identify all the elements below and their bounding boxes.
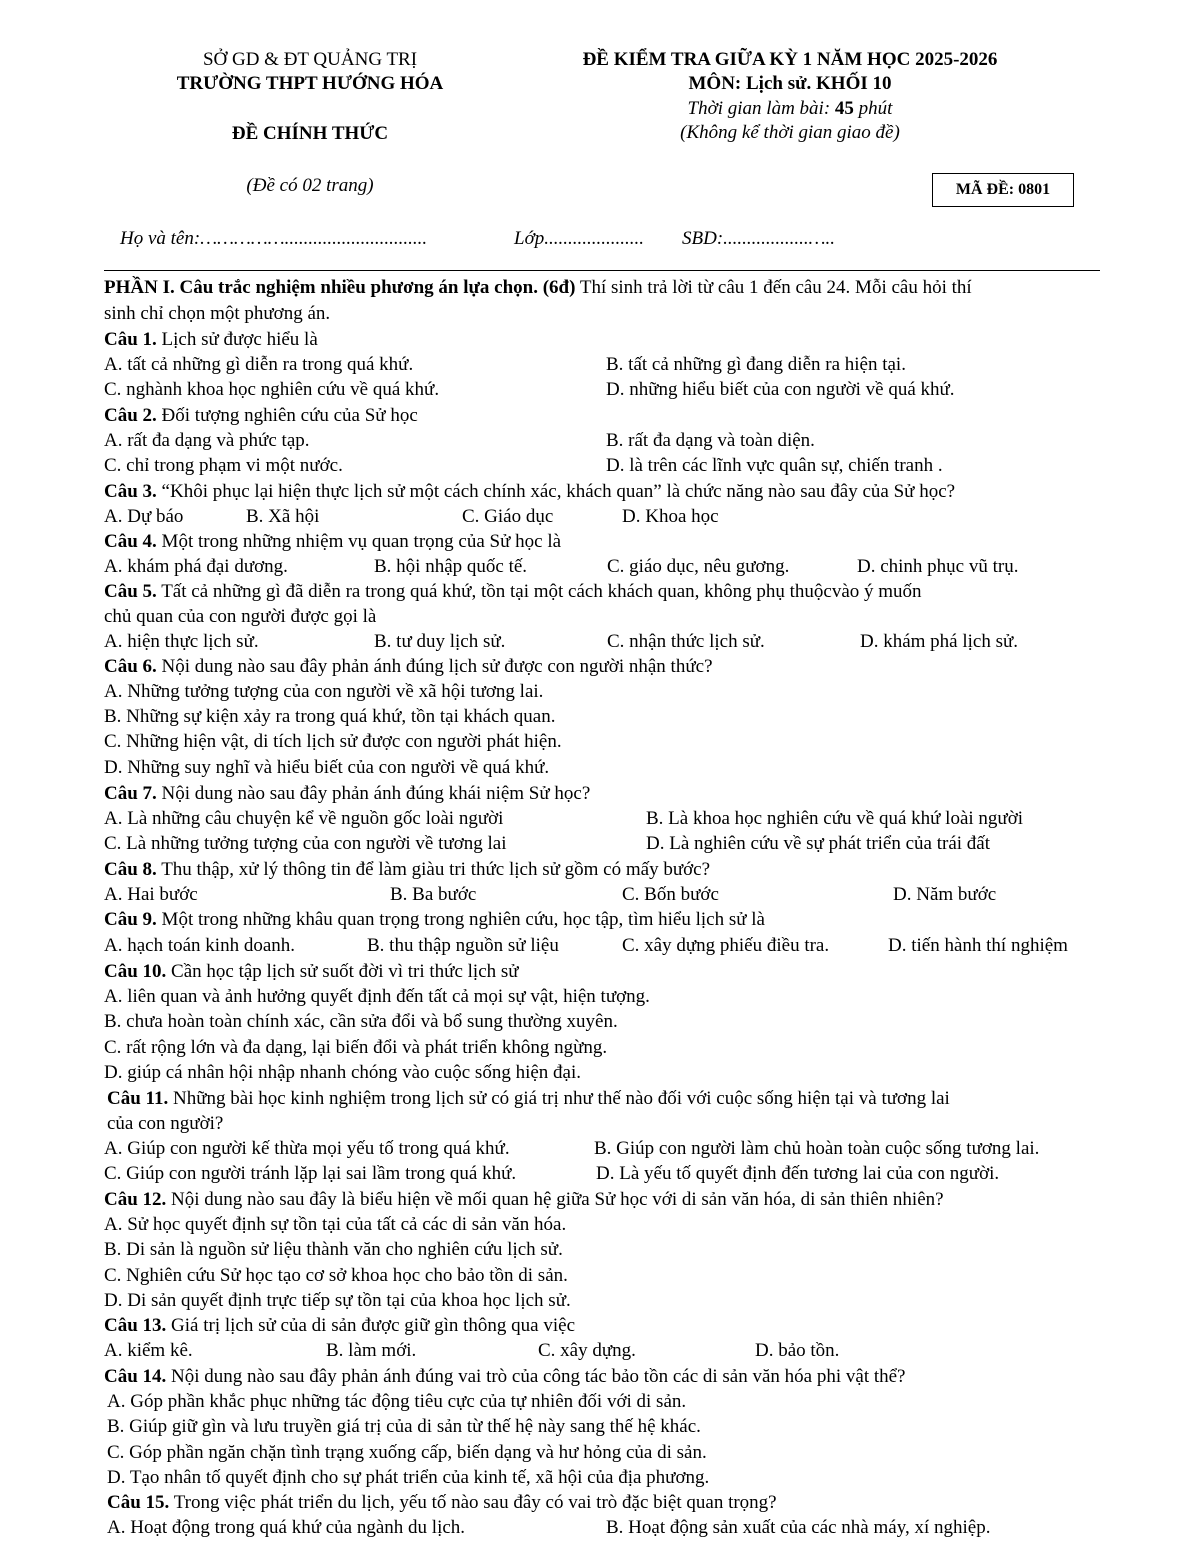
question-text: Nội dung nào sau đây phản ánh đúng lịch sử được con người nhận thức?: [156, 656, 713, 677]
q7-option-a: A. Là những câu chuyện kể về nguồn gốc loài người: [104, 808, 504, 829]
question-text: Nội dung nào sau đây phản ánh đúng vai trò của công tác bảo tồn các di sản văn hóa phi vật thể?: [166, 1366, 906, 1387]
q10-option-c: C. rất rộng lớn và đa dạng, lại biến đổi và phát triển không ngừng.: [104, 1037, 608, 1058]
question-number: Câu 8.: [104, 859, 157, 880]
question-4: [104, 530, 561, 554]
question-text: Tất cả những gì đã diễn ra trong quá khứ, tồn tại một cách khách quan, không phụ thuộcvào ý muốn: [156, 581, 922, 602]
question-number: Câu 15.: [107, 1492, 170, 1513]
time-value: 45: [834, 98, 854, 119]
question-number: Câu 4.: [104, 531, 157, 552]
question-10: [104, 960, 519, 984]
question-7: [104, 782, 590, 806]
question-text: Giá trị lịch sử của di sản được giữ gìn thông qua việc: [166, 1315, 576, 1336]
subject-line: MÔN: Lịch sử. KHỐI 10: [688, 73, 892, 94]
q11-option-c: C. Giúp con người tránh lặp lại sai lầm trong quá khứ.: [104, 1163, 517, 1184]
question-13: [104, 1314, 575, 1338]
question-text: Một trong những nhiệm vụ quan trọng của Sử học là: [156, 531, 562, 552]
q12-option-a: A. Sử học quyết định sự tồn tại của tất cả các di sản văn hóa.: [104, 1214, 567, 1235]
part1-instructions: Thí sinh trả lời từ câu 1 đến câu 24. Mỗi câu hỏi thí: [575, 277, 972, 298]
question-text: “Khôi phục lại hiện thực lịch sử một cách chính xác, khách quan” là chức năng nào sau đây của Sử học?: [156, 481, 956, 502]
q3-option-a: A. Dự báo: [104, 506, 184, 527]
q5-option-c: C. nhận thức lịch sử.: [607, 631, 765, 652]
q10-option-b: B. chưa hoàn toàn chính xác, cần sửa đổi và bổ sung thường xuyên.: [104, 1011, 618, 1032]
q7-option-d: D. Là nghiên cứu về sự phát triển của trái đất: [646, 833, 991, 854]
question-number: Câu 14.: [104, 1366, 167, 1387]
question-text: Những bài học kinh nghiệm trong lịch sử có giá trị như thế nào đối với cuộc sống hiện tại và tương lai: [168, 1088, 950, 1109]
q14-option-d: D. Tạo nhân tố quyết định cho sự phát triển của kinh tế, xã hội của địa phương.: [107, 1467, 710, 1488]
time-suffix: phút: [853, 98, 893, 119]
school-name: TRƯỜNG THPT HƯỚNG HÓA: [176, 73, 444, 94]
q10-option-a: A. liên quan và ảnh hưởng quyết định đến tất cả mọi sự vật, hiện tượng.: [104, 986, 650, 1007]
q4-option-d: D. chinh phục vũ trụ.: [857, 556, 1019, 577]
q8-option-b: B. Ba bước: [390, 884, 477, 905]
question-6: [104, 655, 713, 679]
q13-option-c: C. xây dựng.: [538, 1340, 636, 1361]
student-name-field: Họ và tên:……………..............................: [120, 228, 428, 249]
q5-option-d: D. khám phá lịch sử.: [860, 631, 1019, 652]
exam-title: ĐỀ KIỂM TRA GIỮA KỲ 1 NĂM HỌC 2025-2026: [582, 49, 998, 70]
q6-option-b: B. Những sự kiện xảy ra trong quá khứ, tồn tại khách quan.: [104, 706, 556, 727]
question-number: Câu 1.: [104, 329, 157, 350]
q1-option-a: A. tất cả những gì diễn ra trong quá khứ.: [104, 354, 414, 375]
question-number: Câu 13.: [104, 1315, 167, 1336]
q6-option-d: D. Những suy nghĩ và hiểu biết của con người về quá khứ.: [104, 757, 550, 778]
q11-option-a: A. Giúp con người kế thừa mọi yếu tố trong quá khứ.: [104, 1138, 510, 1159]
q4-option-b: B. hội nhập quốc tế.: [374, 556, 528, 577]
q8-option-d: D. Năm bước: [893, 884, 997, 905]
question-number: Câu 6.: [104, 656, 157, 677]
q5-option-b: B. tư duy lịch sử.: [374, 631, 506, 652]
q3-option-b: B. Xã hội: [246, 506, 320, 527]
official-label: ĐỀ CHÍNH THỨC: [231, 123, 389, 144]
question-text: Nội dung nào sau đây phản ánh đúng khái niệm Sử học?: [156, 783, 591, 804]
student-sbd-field: SBD:..................…..: [682, 228, 836, 249]
question-text: Trong việc phát triển du lịch, yếu tố nào sau đây có vai trò đặc biệt quan trọng?: [169, 1492, 777, 1513]
q2-option-b: B. rất đa dạng và toàn diện.: [606, 430, 815, 451]
q11-option-b: B. Giúp con người làm chủ hoàn toàn cuộc sống tương lai.: [594, 1138, 1040, 1159]
question-text: Lịch sử được hiểu là: [156, 329, 318, 350]
q14-option-c: C. Góp phần ngăn chặn tình trạng xuống cấp, biến dạng và hư hỏng của di sản.: [107, 1442, 707, 1463]
time-prefix: Thời gian làm bài:: [687, 98, 835, 119]
question-11: [107, 1087, 950, 1111]
page-count: (Đề có 02 trang): [246, 175, 374, 196]
part1-instructions-cont: sinh chỉ chọn một phương án.: [104, 303, 331, 324]
q3-option-d: D. Khoa học: [622, 506, 719, 527]
dept-name: SỞ GD & ĐT QUẢNG TRỊ: [202, 49, 418, 70]
question-number: Câu 12.: [104, 1189, 167, 1210]
q13-option-a: A. kiểm kê.: [104, 1340, 193, 1361]
question-12: [104, 1188, 944, 1212]
question-8: [104, 858, 710, 882]
part1-title: PHẦN I. Câu trắc nghiệm nhiều phương án lựa chọn. (6đ): [104, 277, 576, 298]
exam-code-box: MÃ ĐỀ: 0801: [932, 173, 1074, 207]
q15-option-b: B. Hoạt động sản xuất của các nhà máy, xí nghiệp.: [606, 1517, 991, 1538]
question-5-cont: chủ quan của con người được gọi là: [104, 606, 377, 627]
question-9: [104, 908, 765, 932]
student-class-field: Lớp.....................: [514, 228, 644, 249]
q14-option-a: A. Góp phần khắc phục những tác động tiêu cực của tự nhiên đối với di sản.: [107, 1391, 687, 1412]
q6-option-c: C. Những hiện vật, di tích lịch sử được con người phát hiện.: [104, 731, 562, 752]
q4-option-c: C. giáo dục, nêu gương.: [607, 556, 790, 577]
q7-option-c: C. Là những tưởng tượng của con người về tương lai: [104, 833, 507, 854]
question-number: Câu 7.: [104, 783, 157, 804]
q6-option-a: A. Những tưởng tượng của con người về xã hội tương lai.: [104, 681, 544, 702]
q11-option-d: D. Là yếu tố quyết định đến tương lai của con người.: [596, 1163, 1000, 1184]
q9-option-c: C. xây dựng phiếu điều tra.: [622, 935, 830, 956]
header-divider: [104, 270, 1100, 271]
q9-option-b: B. thu thập nguồn sử liệu: [367, 935, 559, 956]
question-number: Câu 3.: [104, 481, 157, 502]
question-15: [107, 1491, 777, 1515]
q12-option-d: D. Di sản quyết định trực tiếp sự tồn tại của khoa học lịch sử.: [104, 1290, 571, 1311]
question-2: [104, 404, 418, 428]
q14-option-b: B. Giúp giữ gìn và lưu truyền giá trị của di sản từ thế hệ này sang thế hệ khác.: [107, 1416, 701, 1437]
question-text: Nội dung nào sau đây là biểu hiện về mối quan hệ giữa Sử học với di sản văn hóa, di sản thiên nhiên?: [166, 1189, 944, 1210]
q1-option-c: C. nghành khoa học nghiên cứu về quá khứ.: [104, 379, 440, 400]
q5-option-a: A. hiện thực lịch sử.: [104, 631, 259, 652]
time-note: (Không kể thời gian giao đề): [680, 122, 900, 143]
q2-option-d: D. là trên các lĩnh vực quân sự, chiến tranh .: [606, 455, 943, 476]
question-1: [104, 328, 318, 352]
question-number: Câu 5.: [104, 581, 157, 602]
q9-option-a: A. hạch toán kinh doanh.: [104, 935, 296, 956]
q13-option-d: D. bảo tồn.: [755, 1340, 840, 1361]
question-number: Câu 10.: [104, 961, 167, 982]
question-3: [104, 480, 955, 504]
q15-option-a: A. Hoạt động trong quá khứ của ngành du lịch.: [107, 1517, 466, 1538]
q9-option-d: D. tiến hành thí nghiệm: [888, 935, 1068, 956]
question-text: Cần học tập lịch sử suốt đời vì tri thức lịch sử: [166, 961, 519, 982]
q2-option-c: C. chỉ trong phạm vi một nước.: [104, 455, 343, 476]
q3-option-c: C. Giáo dục: [462, 506, 554, 527]
q12-option-b: B. Di sản là nguồn sử liệu thành văn cho nghiên cứu lịch sử.: [104, 1239, 563, 1260]
q10-option-d: D. giúp cá nhân hội nhập nhanh chóng vào cuộc sống hiện đại.: [104, 1062, 581, 1083]
question-11-cont: của con người?: [107, 1113, 224, 1134]
question-number: Câu 9.: [104, 909, 157, 930]
question-number: Câu 2.: [104, 405, 157, 426]
question-text: Thu thập, xử lý thông tin để làm giàu tri thức lịch sử gồm có mấy bước?: [156, 859, 711, 880]
question-14: [104, 1365, 906, 1389]
time-line: [590, 97, 990, 121]
q13-option-b: B. làm mới.: [326, 1340, 417, 1361]
q12-option-c: C. Nghiên cứu Sử học tạo cơ sở khoa học cho bảo tồn di sản.: [104, 1265, 568, 1286]
q1-option-b: B. tất cả những gì đang diễn ra hiện tại.: [606, 354, 906, 375]
question-5: [104, 580, 922, 604]
q2-option-a: A. rất đa dạng và phức tạp.: [104, 430, 310, 451]
question-text: Đối tượng nghiên cứu của Sử học: [156, 405, 418, 426]
part1-heading: [104, 276, 972, 300]
q1-option-d: D. những hiểu biết của con người về quá khứ.: [606, 379, 955, 400]
q8-option-c: C. Bốn bước: [622, 884, 719, 905]
question-text: Một trong những khâu quan trọng trong nghiên cứu, học tập, tìm hiểu lịch sử là: [156, 909, 765, 930]
q7-option-b: B. Là khoa học nghiên cứu về quá khứ loài người: [646, 808, 1024, 829]
q4-option-a: A. khám phá đại dương.: [104, 556, 288, 577]
q8-option-a: A. Hai bước: [104, 884, 198, 905]
question-number: Câu 11.: [107, 1088, 169, 1109]
